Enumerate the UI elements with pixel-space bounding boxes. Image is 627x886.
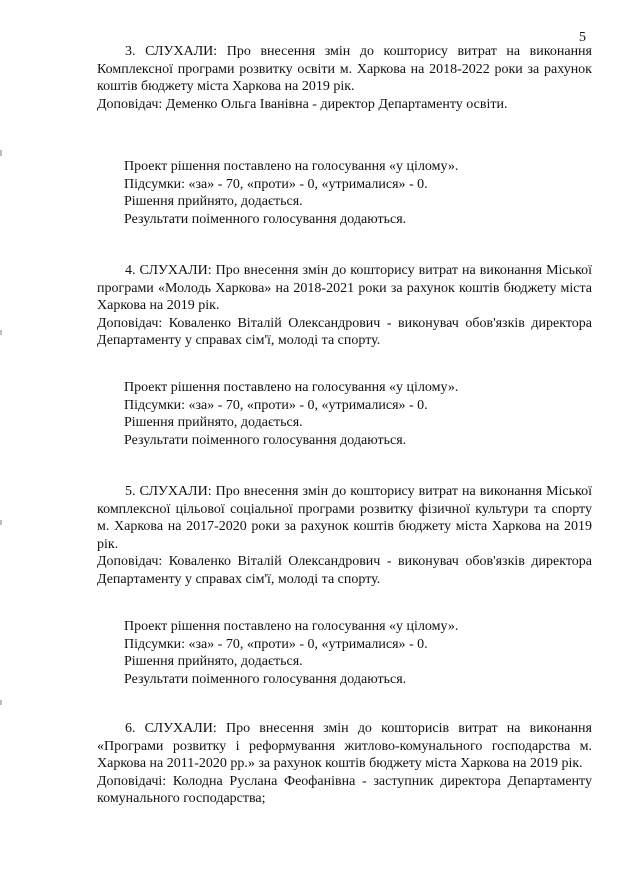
vote-line: Рішення прийнято, додається. bbox=[124, 654, 303, 669]
scan-mark bbox=[0, 700, 2, 705]
speaker-line: Доповідачі: Колодна Руслана Феофанівна - заступник директора Департаменту комунального господарства; bbox=[97, 773, 592, 806]
vote-line: Проект рішення поставлено на голосування «у цілому». bbox=[124, 159, 459, 174]
agenda-item bbox=[97, 483, 592, 588]
vote-line: Результати поіменного голосування додаються. bbox=[124, 432, 407, 448]
scan-mark bbox=[0, 150, 2, 156]
item-heading: 3. СЛУХАЛИ: bbox=[125, 44, 218, 59]
vote-line: Рішення прийнято, додається. bbox=[124, 415, 303, 430]
vote-line: Результати поіменного голосування додаються. bbox=[124, 671, 407, 687]
item-body: Про внесення змін до кошторисів витрат на виконання «Програми розвитку і реформування житлово-комунального господарства м. Харкова на 2011-2020 рр.» за рахунок коштів бюджету міста Харкова на 2019 рік. bbox=[97, 721, 592, 771]
vote-line: Проект рішення поставлено на голосування «у цілому». bbox=[124, 619, 459, 634]
item-body: Про внесення змін до кошторису витрат на виконання Міської комплексної цільової соціальної програми розвитку фізичної культури та спорту м. Харкова на 2017-2020 роки за рахунок коштів бюджету міста Харкова на 2019 рік. bbox=[97, 484, 592, 552]
item-paragraph bbox=[97, 720, 592, 773]
scan-mark bbox=[0, 330, 2, 335]
item-body: Про внесення змін до кошторису витрат на виконання Комплексної програми розвитку освіти м. Харкова на 2018-2022 роки за рахунок коштів бюджету міста Харкова на 2019 рік. bbox=[97, 44, 592, 94]
agenda-item bbox=[97, 262, 592, 350]
vote-block bbox=[124, 158, 594, 228]
item-body: Про внесення змін до кошторису витрат на виконання Міської програми «Молодь Харкова» на 2018-2021 роки за рахунок коштів бюджету міста Харкова на 2019 рік. bbox=[97, 263, 592, 313]
speaker-line: Доповідач: Коваленко Віталій Олександрович - виконувач обов'язків директора Департаменту у справах сім'ї, молоді та спорту. bbox=[97, 554, 592, 587]
page-number: 5 bbox=[579, 30, 586, 45]
item-heading: 4. СЛУХАЛИ: bbox=[125, 263, 212, 278]
vote-line: Підсумки: «за» - 70, «проти» - 0, «утрималися» - 0. bbox=[124, 397, 428, 413]
item-paragraph bbox=[97, 43, 592, 96]
vote-block bbox=[124, 379, 594, 449]
scan-mark bbox=[0, 520, 2, 525]
speaker-line: Доповідач: Деменко Ольга Іванівна - директор Департаменту освіти. bbox=[97, 96, 508, 112]
vote-line: Підсумки: «за» - 70, «проти» - 0, «утрималися» - 0. bbox=[124, 636, 428, 652]
speaker-line: Доповідач: Коваленко Віталій Олександрович - виконувач обов'язків директора Департаменту у справах сім'ї, молоді та спорту. bbox=[97, 315, 592, 348]
agenda-item bbox=[97, 720, 592, 808]
vote-line: Проект рішення поставлено на голосування «у цілому». bbox=[124, 380, 459, 395]
item-paragraph bbox=[97, 483, 592, 553]
vote-line: Підсумки: «за» - 70, «проти» - 0, «утрималися» - 0. bbox=[124, 176, 428, 192]
vote-line: Результати поіменного голосування додаються. bbox=[124, 211, 407, 227]
item-paragraph bbox=[97, 262, 592, 315]
item-heading: 5. СЛУХАЛИ: bbox=[125, 484, 212, 499]
item-heading: 6. СЛУХАЛИ: bbox=[125, 721, 217, 736]
agenda-item bbox=[97, 43, 592, 113]
vote-line: Рішення прийнято, додається. bbox=[124, 194, 303, 209]
vote-block bbox=[124, 618, 594, 688]
